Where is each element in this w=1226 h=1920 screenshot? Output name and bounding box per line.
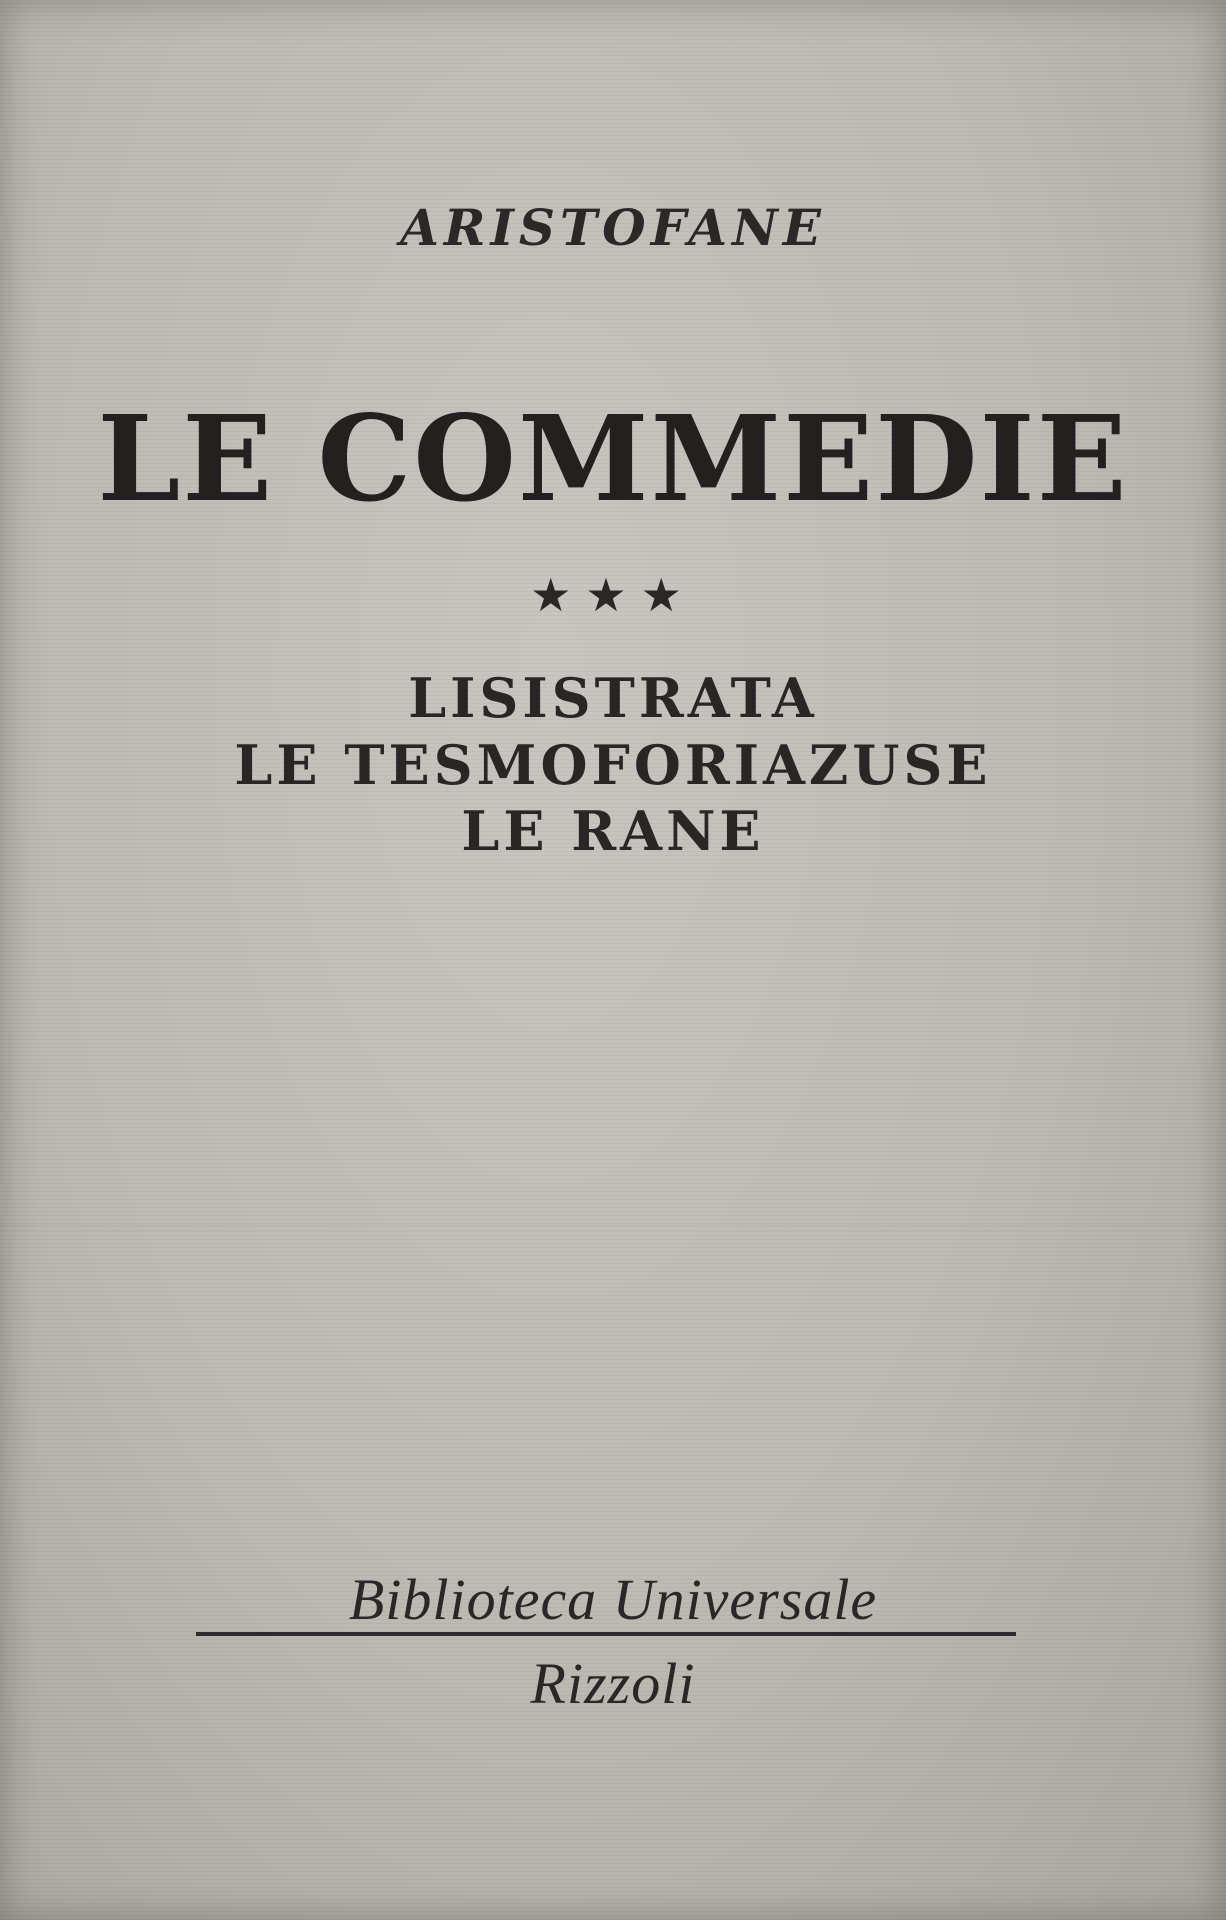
publisher-name: Rizzoli — [530, 1651, 696, 1716]
book-title: LE COMMEDIE — [97, 389, 1129, 528]
series-divider — [196, 1632, 1016, 1636]
play-title-tesmoforiazuse: LE TESMOFORIAZUSE — [234, 732, 992, 797]
author-name: ARISTOFANE — [400, 198, 826, 257]
cover-fold-line — [0, 1225, 1226, 1231]
series-name: Biblioteca Universale — [348, 1567, 878, 1632]
play-title-lisistrata: LISISTRATA — [408, 666, 818, 730]
play-title-rane: LE RANE — [461, 799, 765, 864]
plays-list — [0, 666, 1226, 870]
volume-stars: ★★★ — [530, 568, 696, 622]
